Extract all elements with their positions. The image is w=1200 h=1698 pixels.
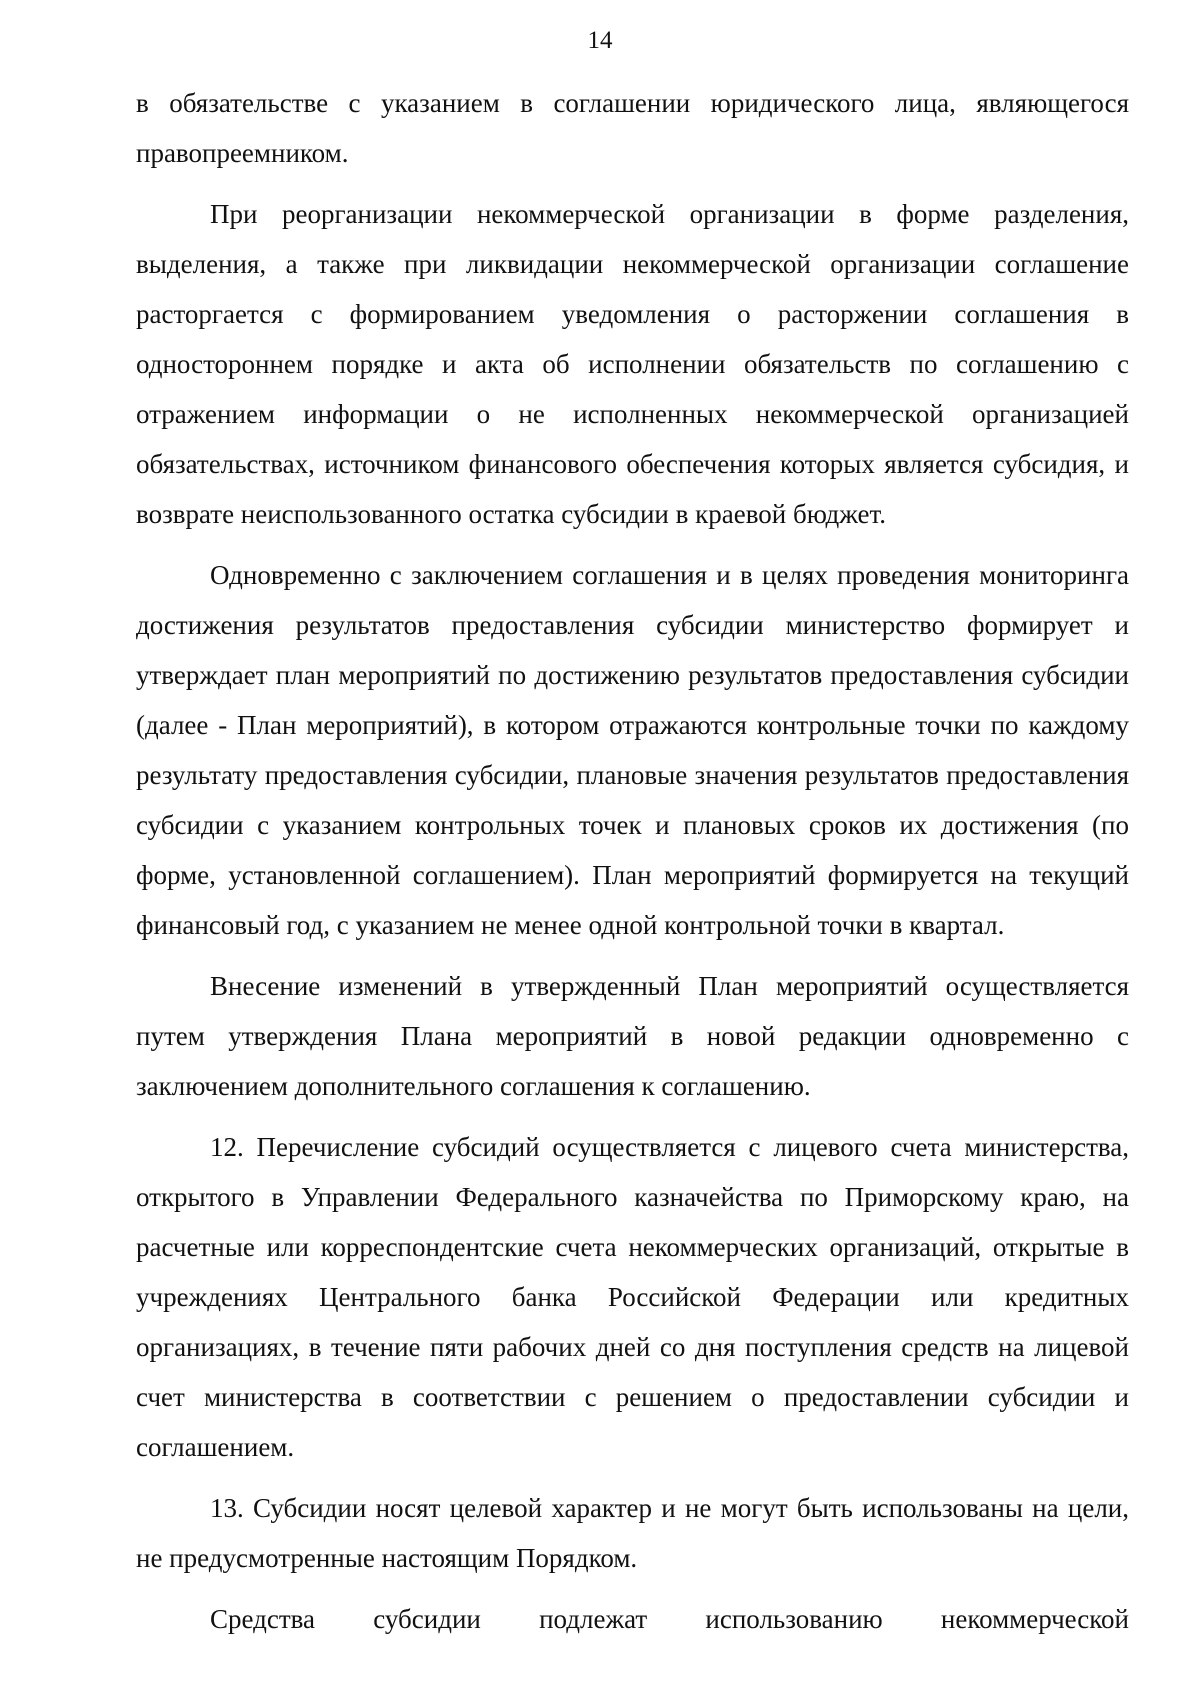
paragraph-5-item-12: 12. Перечисление субсидий осуществляется с лицевого счета министерства, открытого в Управлении Федерального казначейства по Приморскому краю, на расчетные или корреспондентские счета некоммерческих организаций, открытые в учреждениях Центрального банка Российской Федерации или кредитных организациях, в течение пяти рабочих дней со дня поступления средств на лицевой счет министерства в соответствии с решением о предоставлении субсидии и соглашением. [136,1132,1129,1462]
paragraph-1: в обязательстве с указанием в соглашении юридического лица, являющегося правопреемником. [136,88,1129,168]
paragraph-6-item-13: 13. Субсидии носят целевой характер и не могут быть использованы на цели, не предусмотренные настоящим Порядком. [136,1493,1129,1573]
paragraph-2: При реорганизации некоммерческой организации в форме разделения, выделения, а также при ликвидации некоммерческой организации соглашение расторгается с формированием уведомления о расторжении соглашения в одностороннем порядке и акта об исполнении обязательств по соглашению с отражением информации о не исполненных некоммерческой организацией обязательствах, источником финансового обеспечения которых является субсидия, и возврате неиспользованного остатка субсидии в краевой бюджет. [136,199,1129,529]
paragraph-3: Одновременно с заключением соглашения и в целях проведения мониторинга достижения результатов предоставления субсидии министерство формирует и утверждает план мероприятий по достижению результатов предоставления субсидии (далее - План мероприятий), в котором отражаются контрольные точки по каждому результату предоставления субсидии, плановые значения результатов предоставления субсидии с указанием контрольных точек и плановых сроков их достижения (по форме, установленной соглашением). План мероприятий формируется на текущий финансовый год, с указанием не менее одной контрольной точки в квартал. [136,560,1129,940]
page-number: 14 [587,27,613,54]
paragraph-7: Средства субсидии подлежат использованию некоммерческой [210,1604,1129,1634]
document-body [136,78,1129,1655]
paragraph-4: Внесение изменений в утвержденный План мероприятий осуществляется путем утверждения Плана мероприятий в новой редакции одновременно с заключением дополнительного соглашения к соглашению. [136,971,1129,1101]
